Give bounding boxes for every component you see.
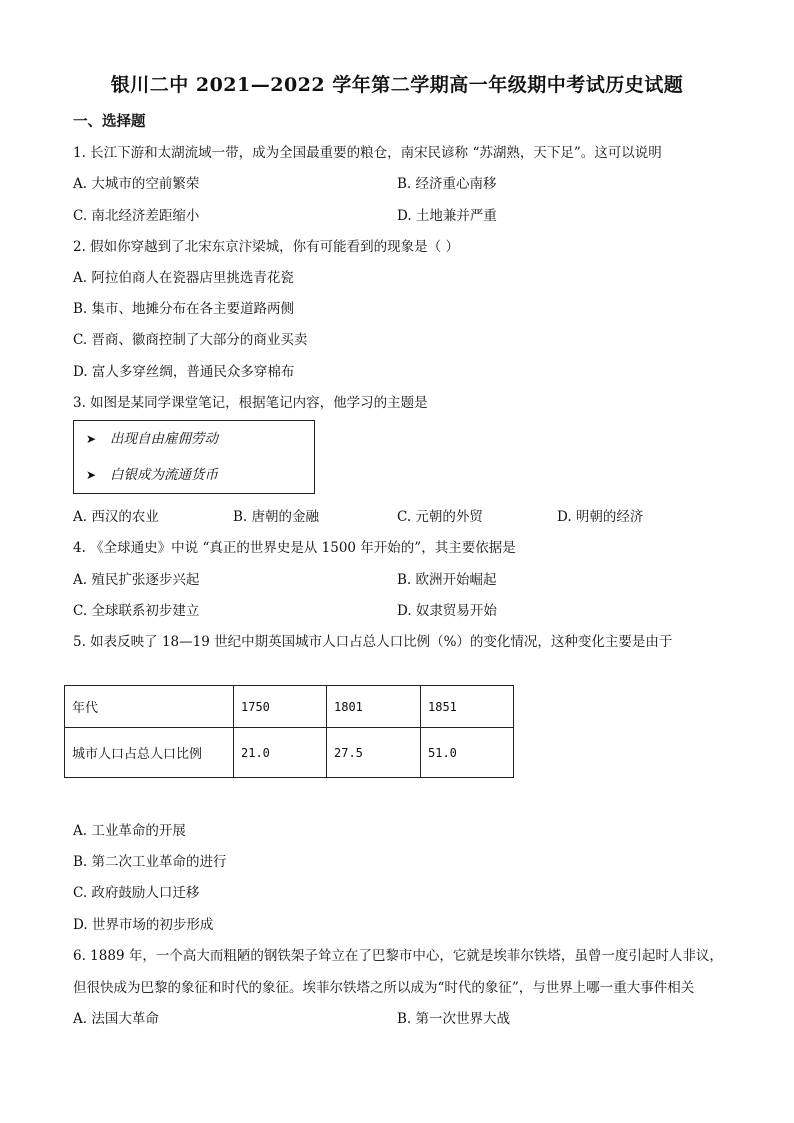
question-3-option-d: D. 明朝的经济 — [557, 509, 644, 525]
table-cell: 年代 — [65, 686, 234, 728]
table-cell: 51.0 — [421, 728, 514, 778]
class-notes-box — [73, 420, 315, 494]
question-6-stem-line-1: 6. 1889 年，一个高大而粗陋的钢铁架子耸立在了巴黎市中心，它就是埃菲尔铁塔，虽曾一度引起时人非议， — [73, 948, 723, 964]
question-6-option-a: A. 法国大革命 — [73, 1011, 159, 1027]
question-5-option-b: B. 第二次工业革命的进行 — [73, 854, 227, 870]
question-2-option-a: A. 阿拉伯商人在瓷器店里挑选青花瓷 — [73, 270, 294, 286]
note-item — [86, 427, 218, 447]
table-cell: 27.5 — [327, 728, 421, 778]
question-1-stem: 1. 长江下游和太湖流域一带，成为全国最重要的粮仓，南宋民谚称 “苏湖熟，天下足”。这可以说明 — [73, 145, 662, 161]
table-cell: 1750 — [234, 686, 327, 728]
table-cell: 城市人口占总人口比例 — [65, 728, 234, 778]
question-6-stem-line-2: 但很快成为巴黎的象征和时代的象征。埃菲尔铁塔之所以成为“时代的象征”，与世界上哪一重大事件相关 — [73, 980, 695, 996]
note-text-2: 白银成为流通货币 — [110, 467, 218, 483]
note-item — [86, 463, 218, 483]
note-text-1: 出现自由雇佣劳动 — [110, 431, 218, 447]
question-5-option-d: D. 世界市场的初步形成 — [73, 917, 214, 933]
question-5-option-a: A. 工业革命的开展 — [73, 823, 186, 839]
question-5-stem: 5. 如表反映了 18—19 世纪中期英国城市人口占总人口比例（%）的变化情况，这种变化主要是由于 — [73, 634, 673, 650]
arrow-bullet-icon: ➤ — [86, 468, 97, 482]
question-3-option-a: A. 西汉的农业 — [73, 509, 159, 525]
question-4-option-b: B. 欧洲开始崛起 — [397, 572, 497, 588]
question-4-option-c: C. 全球联系初步建立 — [73, 603, 200, 619]
page-title: 银川二中 2021—2022 学年第二学期高一年级期中考试历史试题 — [110, 74, 684, 96]
question-2-option-d: D. 富人多穿丝绸，普通民众多穿棉布 — [73, 364, 295, 380]
table-cell: 1851 — [421, 686, 514, 728]
question-6-option-b: B. 第一次世界大战 — [397, 1011, 511, 1027]
section-heading: 一、选择题 — [73, 113, 146, 130]
question-1-option-c: C. 南北经济差距缩小 — [73, 208, 200, 224]
population-table — [64, 685, 514, 778]
table-row — [65, 728, 514, 778]
question-3-stem: 3. 如图是某同学课堂笔记，根据笔记内容，他学习的主题是 — [73, 395, 428, 411]
question-3-option-c: C. 元朝的外贸 — [397, 509, 483, 525]
table-cell: 1801 — [327, 686, 421, 728]
arrow-bullet-icon: ➤ — [86, 432, 97, 446]
question-4-stem: 4. 《全球通史》中说 “真正的世界史是从 1500 年开始的”，其主要依据是 — [73, 540, 516, 556]
table-cell: 21.0 — [234, 728, 327, 778]
table-row — [65, 686, 514, 728]
question-4-option-d: D. 奴隶贸易开始 — [397, 603, 497, 619]
question-2-stem: 2. 假如你穿越到了北宋东京汴梁城，你有可能看到的现象是（ ） — [73, 239, 459, 255]
question-2-option-b: B. 集市、地摊分布在各主要道路两侧 — [73, 301, 295, 317]
question-3-option-b: B. 唐朝的金融 — [233, 509, 320, 525]
question-1-option-a: A. 大城市的空前繁荣 — [73, 176, 200, 192]
question-4-option-a: A. 殖民扩张逐步兴起 — [73, 572, 200, 588]
question-1-option-d: D. 土地兼并严重 — [397, 208, 497, 224]
question-1-option-b: B. 经济重心南移 — [397, 176, 497, 192]
question-2-option-c: C. 晋商、徽商控制了大部分的商业买卖 — [73, 332, 308, 348]
question-5-option-c: C. 政府鼓励人口迁移 — [73, 885, 200, 901]
